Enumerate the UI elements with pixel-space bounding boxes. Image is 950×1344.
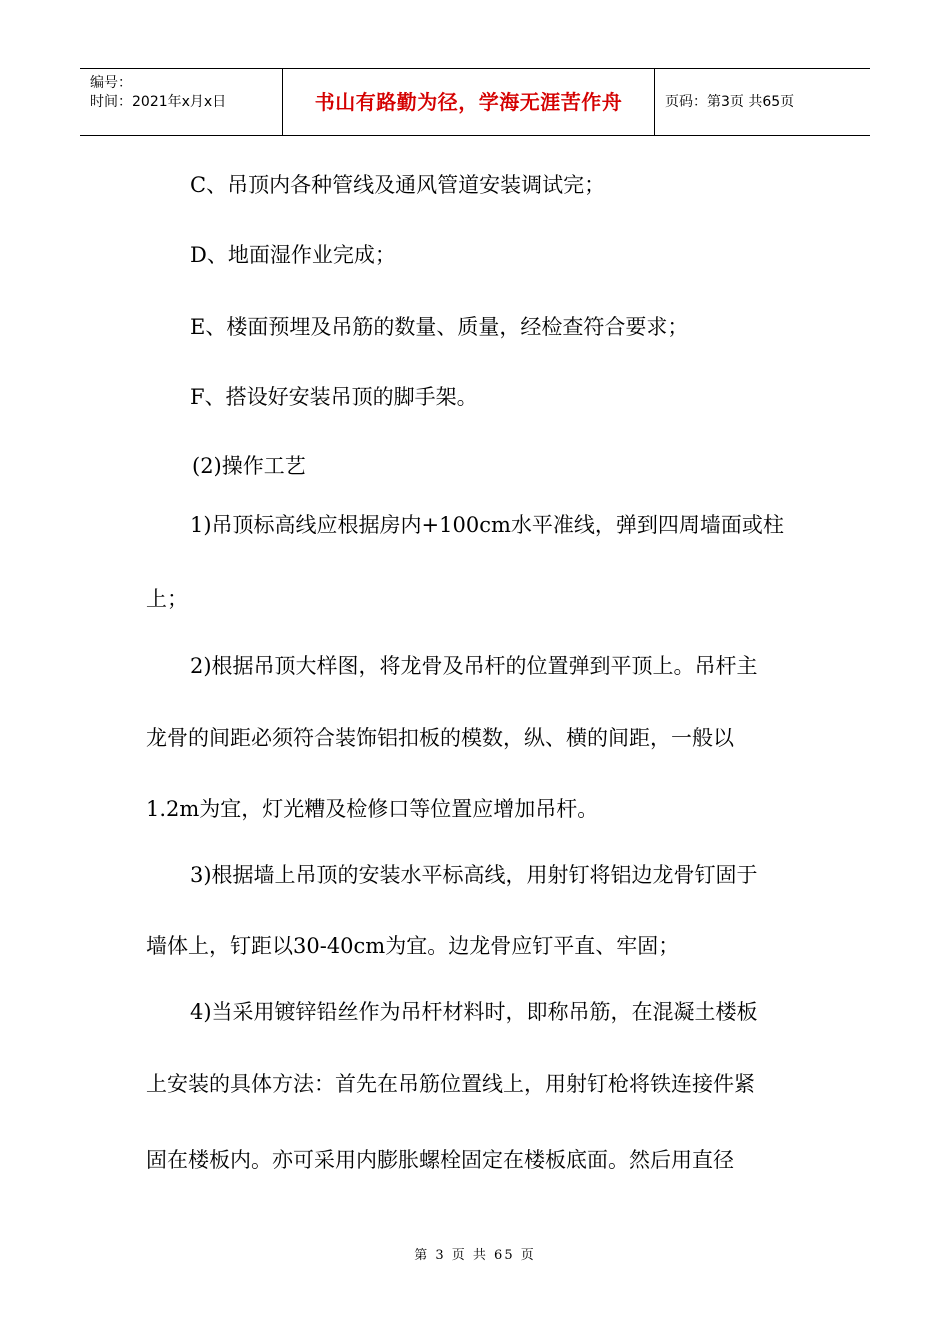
body-line: 固在楼板内。亦可采用内膨胀螺栓固定在楼板底面。然后用直径 [146,1148,734,1172]
header-meta [80,69,282,135]
document-date-label: 时间：2021年x月x日 [90,94,227,110]
header-motto: 书山有路勤为径，学海无涯苦作舟 [282,69,655,135]
body-line: 3)根据墙上吊顶的安装水平标高线，用射钉将铝边龙骨钉固于 [190,863,758,887]
body-line: C、吊顶内各种管线及通风管道安装调试完； [190,173,606,197]
header-page-info: 页码：第3页 共65页 [665,94,795,110]
section-heading: (2)操作工艺 [192,454,306,478]
page-footer: 第 3 页 共 65 页 [414,1248,536,1263]
body-line: 上安装的具体方法：首先在吊筋位置线上，用射钉枪将铁连接件紧 [146,1072,755,1096]
body-line: E、楼面预埋及吊筋的数量、质量，经检查符合要求； [190,315,689,339]
body-line: 墙体上，钉距以30-40cm为宜。边龙骨应钉平直、牢固； [146,934,680,958]
body-line: 龙骨的间距必须符合装饰铝扣板的模数，纵、横的间距，一般以 [146,726,734,750]
body-line: F、搭设好安装吊顶的脚手架。 [190,385,478,409]
body-line: D、地面湿作业完成； [190,243,396,267]
body-line: 2)根据吊顶大样图，将龙骨及吊杆的位置弹到平顶上。吊杆主 [190,654,758,678]
document-header [80,68,870,136]
body-line: 4)当采用镀锌铅丝作为吊杆材料时，即称吊筋，在混凝土楼板 [190,1000,758,1024]
body-line: 1.2m为宜，灯光糟及检修口等位置应增加吊杆。 [146,797,599,821]
body-line: 上； [146,587,188,611]
document-number-label: 编号： [90,75,132,91]
body-line: 1)吊顶标高线应根据房内+100cm水平准线，弹到四周墙面或柱 [190,513,784,537]
